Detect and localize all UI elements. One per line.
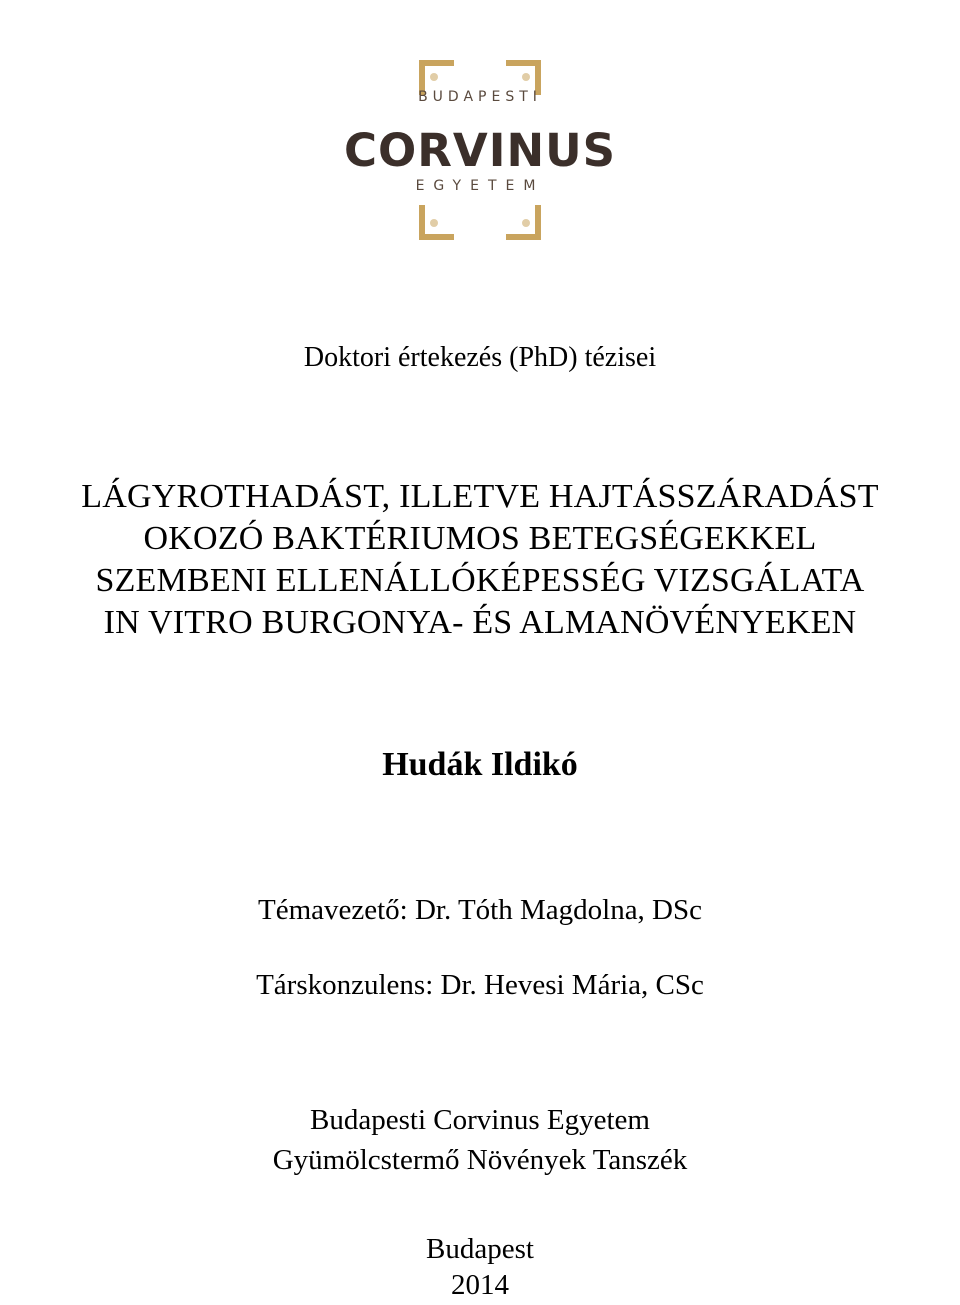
- logo-top-text: BUDAPESTI: [418, 89, 542, 105]
- department-name: Gyümölcstermő Növények Tanszék: [272, 1144, 688, 1176]
- thesis-subtitle: Doktori értekezés (PhD) tézisei: [303, 342, 657, 373]
- title-line-4: IN VITRO BURGONYA- ÉS ALMANÖVÉNYEKEN: [103, 604, 857, 641]
- co-supervisor: Társkonzulens: Dr. Hevesi Mária, CSc: [256, 969, 704, 1001]
- supervisor: Témavezető: Dr. Tóth Magdolna, DSc: [257, 894, 703, 926]
- logo-bottom-text: EGYETEM: [415, 178, 545, 194]
- city: Budapest: [426, 1233, 534, 1265]
- title-line-1: LÁGYROTHADÁST, ILLETVE HAJTÁSSZÁRADÁST: [81, 478, 879, 515]
- university-logo: [330, 55, 630, 250]
- logo-main-text: CORVINUS: [343, 124, 617, 177]
- university-name: Budapesti Corvinus Egyetem: [310, 1104, 650, 1136]
- year: 2014: [451, 1269, 509, 1301]
- author-name: Hudák Ildikó: [382, 746, 578, 783]
- title-line-2: OKOZÓ BAKTÉRIUMOS BETEGSÉGEKKEL: [143, 520, 817, 557]
- title-line-3: SZEMBENI ELLENÁLLÓKÉPESSÉG VIZSGÁLATA: [95, 562, 865, 599]
